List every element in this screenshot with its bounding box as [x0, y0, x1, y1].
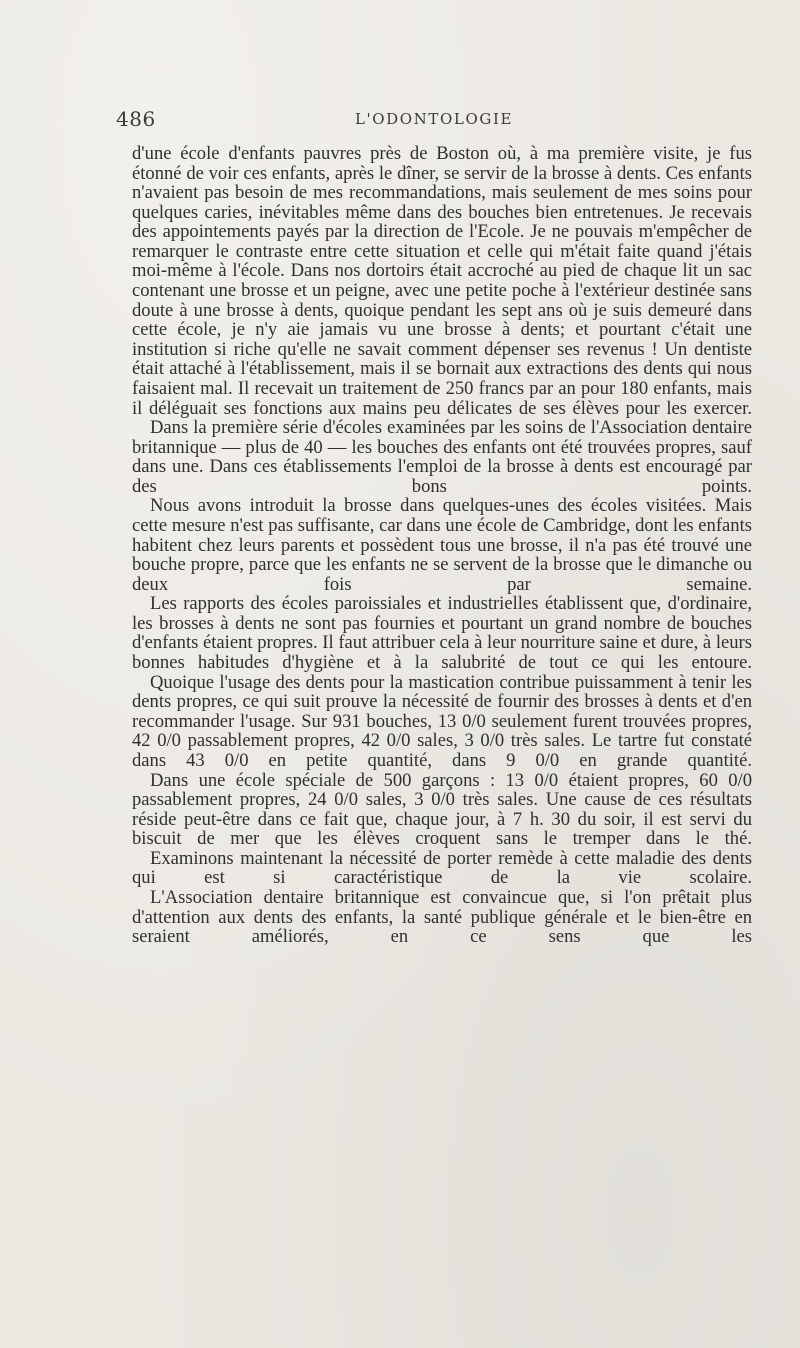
- paragraph: Quoique l'usage des dents pour la mastication contribue puissamment à tenir les dents propres, ce qui suit prouve la nécessité de fournir des brosses à dents et d'en recommander l'usage. Sur 931 bouches, 13 0/0 seulement furent trouvées propres, 42 0/0 passablement propres, 42 0/0 sales, 3 0/0 très sales. Le tartre fut constaté dans 43 0/0 en petite quantité, dans 9 0/0 en grande quantité.: [132, 671, 752, 771]
- paragraph: Nous avons introduit la brosse dans quelques-unes des écoles visitées. Mais cette mesure n'est pas suffisante, car dans une école de Cambridge, dont les enfants habitent chez leurs parents et possèdent tous une brosse, il n'a pas été trouvé une bouche propre, parce que les enfants ne se servent de la brosse que le dimanche ou deux fois par semaine.: [132, 495, 752, 595]
- paragraph: Les rapports des écoles paroissiales et industrielles établissent que, d'ordinaire, les brosses à dents ne sont pas fournies et pourtant un grand nombre de bouches d'enfants étaient propres. Il faut attribuer cela à leur nourriture saine et dure, à leurs bonnes habitudes d'hygiène et à la salubrité de tout ce qui les entoure.: [132, 593, 752, 674]
- paragraph: Examinons maintenant la nécessité de porter remède à cette maladie des dents qui est si caractéristique de la vie scolaire.: [132, 847, 752, 889]
- paragraph: Dans la première série d'écoles examinées par les soins de l'Association dentaire britannique — plus de 40 — les bouches des enfants ont été trouvées propres, sauf dans une. Dans ces établissements l'emploi de la brosse à dents est encouragé par des bons points.: [132, 417, 752, 497]
- body-text: [132, 144, 752, 947]
- paragraph: d'une école d'enfants pauvres près de Boston où, à ma première visite, je fus étonné de voir ces enfants, après le dîner, se servir de la brosse à dents. Ces enfants n'avaient pas besoin de mes recommandations, mais seulement de mes soins pour quelques caries, inévitables même dans des bouches bien entretenues. Je recevais des appointements payés par la direction de l'Ecole. Je ne pouvais m'empêcher de remarquer le contraste entre cette situation et celle qui m'était faite quand j'étais moi-même à l'école. Dans nos dortoirs était accroché au pied de chaque lit un sac contenant une brosse et un peigne, avec une petite poche à l'extérieur destinée sans doute à une brosse à dents, quoique pendant les sept ans où je suis demeuré dans cette école, je n'y aie jamais vu une brosse à dents; et pourtant c'était une institution si riche qu'elle ne savait comment dépenser ses revenus ! Un dentiste était attaché à l'établissement, mais il se bornait aux extractions des dents qui nous faisaient mal. Il recevait un traitement de 250 francs par an pour 180 enfants, mais il déléguait ses fonctions aux mains peu délicates de ses élèves pour les exercer.: [132, 143, 752, 419]
- paragraph: Dans une école spéciale de 500 garçons : 13 0/0 étaient propres, 60 0/0 passablement propres, 24 0/0 sales, 3 0/0 très sales. Une cause de ces résultats réside peut-être dans ce fait que, chaque jour, à 7 h. 30 du soir, il est servi du biscuit de mer que les élèves croquent sans le tremper dans le thé.: [132, 769, 752, 850]
- running-head: L'ODONTOLOGIE: [354, 110, 514, 128]
- paragraph: L'Association dentaire britannique est convaincue que, si l'on prêtait plus d'attention aux dents des enfants, la santé publique générale et le bien-être en seraient améliorés, en ce sens que les: [132, 886, 752, 948]
- page-header: [116, 107, 752, 135]
- page-number: 486: [116, 107, 156, 131]
